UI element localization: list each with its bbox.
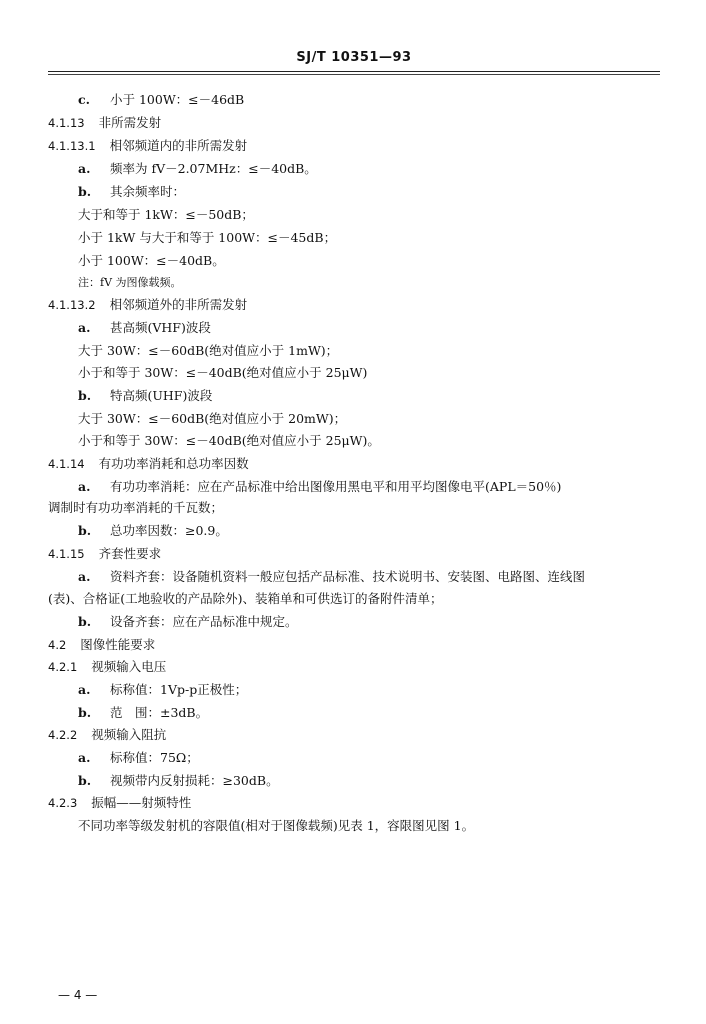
line-text: 标称值：75Ω； [110,750,199,765]
section-number: 4.1.14 [48,457,85,471]
text-line [78,161,317,177]
page-number: — 4 — [58,988,98,1002]
line-text: 小于 100W：≤－40dB。 [78,253,225,268]
text-line [78,343,338,359]
line-text: 其余频率时： [110,184,186,199]
text-line [48,795,191,811]
text-line [78,773,279,789]
text-line [78,750,199,766]
line-text: 大于和等于 1kW：≤－50dB； [78,207,254,222]
line-text: 小于 100W：≤－46dB [110,92,245,107]
text-line [78,818,474,834]
text-line [48,591,443,607]
line-text: 视频输入电压 [91,659,167,674]
line-text: 资料齐套：设备随机资料一般应包括产品标准、技术说明书、安装图、电路图、连线图 [110,569,586,584]
section-number: 4.1.13.2 [48,298,96,312]
line-text: 非所需发射 [98,115,162,130]
item-label: b. [78,705,92,720]
item-label: a. [78,320,91,335]
text-line [48,297,247,313]
section-number: 4.2.2 [48,728,78,742]
item-label: b. [78,773,92,788]
text-line [78,388,212,404]
line-text: 小于和等于 30W：≤－40dB(绝对值应小于 25μW) [78,365,368,380]
item-label: c. [78,92,90,107]
text-line [48,659,166,675]
section-number: 4.1.15 [48,547,85,561]
text-line [48,637,155,653]
item-label: b. [78,523,92,538]
item-label: a. [78,161,91,176]
text-line [78,433,380,449]
line-text: 频率为 fV－2.07MHz：≤－40dB。 [110,161,317,176]
line-text: 标称值：1Vp-p正极性； [110,682,248,697]
line-text: 注：fV 为图像载频。 [78,276,182,289]
line-text: 有功功率消耗：应在产品标准中给出图像用黑电平和用平均图像电平(APL＝50％) [110,479,562,494]
item-label: a. [78,569,91,584]
line-text: 视频输入阻抗 [91,727,167,742]
line-text: 小于 1kW 与大于和等于 100W：≤－45dB； [78,230,337,245]
text-line [48,115,161,131]
line-text: 相邻频道内的非所需发射 [109,138,248,153]
line-text: 甚高频(VHF)波段 [110,320,211,335]
page-header: SJ/T 10351—93 [296,50,412,65]
line-text: 范 围：±3dB。 [110,705,209,720]
section-number: 4.2.1 [48,660,78,674]
text-line [78,682,247,698]
text-line [78,230,336,246]
item-label: b. [78,388,92,403]
line-text: 特高频(UHF)波段 [110,388,213,403]
line-text: 设备齐套：应在产品标准中规定。 [110,614,298,629]
line-text: 大于 30W：≤－60dB(绝对值应小于 20mW)； [78,411,347,426]
text-line [78,479,561,495]
item-label: a. [78,750,91,765]
text-line [48,546,161,562]
line-text: 调制时有功功率消耗的千瓦数； [48,500,224,515]
header-rule-thin [48,74,660,75]
line-text: 有功功率消耗和总功率因数 [98,456,249,471]
text-line [78,207,254,223]
line-text: 齐套性要求 [98,546,162,561]
item-label: b. [78,614,92,629]
text-line [48,500,223,516]
line-text: 不同功率等级发射机的容限值(相对于图像载频)见表 1，容限图见图 1。 [78,818,475,833]
text-line [78,569,585,585]
text-line [48,727,166,743]
text-line [78,614,298,630]
text-line [48,456,249,472]
line-text: 视频带内反射损耗：≥30dB。 [110,773,279,788]
text-line [78,705,208,721]
text-line [78,411,346,427]
line-text: 相邻频道外的非所需发射 [109,297,248,312]
text-line [78,320,211,336]
section-number: 4.2 [48,638,67,652]
text-line [78,253,225,269]
section-number: 4.2.3 [48,796,78,810]
header-rule [48,71,660,72]
section-number: 4.1.13 [48,116,85,130]
text-line [48,138,247,154]
line-text: 振幅——射频特性 [91,795,192,810]
section-number: 4.1.13.1 [48,139,96,153]
text-line [78,275,182,291]
item-label: a. [78,682,91,697]
line-text: (表)、合格证(工地验收的产品除外)、装箱单和可供选订的备附件清单； [48,591,443,606]
line-text: 图像性能要求 [80,637,156,652]
text-line [78,184,185,200]
item-label: b. [78,184,92,199]
item-label: a. [78,479,91,494]
line-text: 大于 30W：≤－60dB(绝对值应小于 1mW)； [78,343,339,358]
text-line [78,92,244,108]
text-line [78,365,367,381]
line-text: 总功率因数：≥0.9。 [110,523,228,538]
line-text: 小于和等于 30W：≤－40dB(绝对值应小于 25μW)。 [78,433,380,448]
text-line [78,523,228,539]
